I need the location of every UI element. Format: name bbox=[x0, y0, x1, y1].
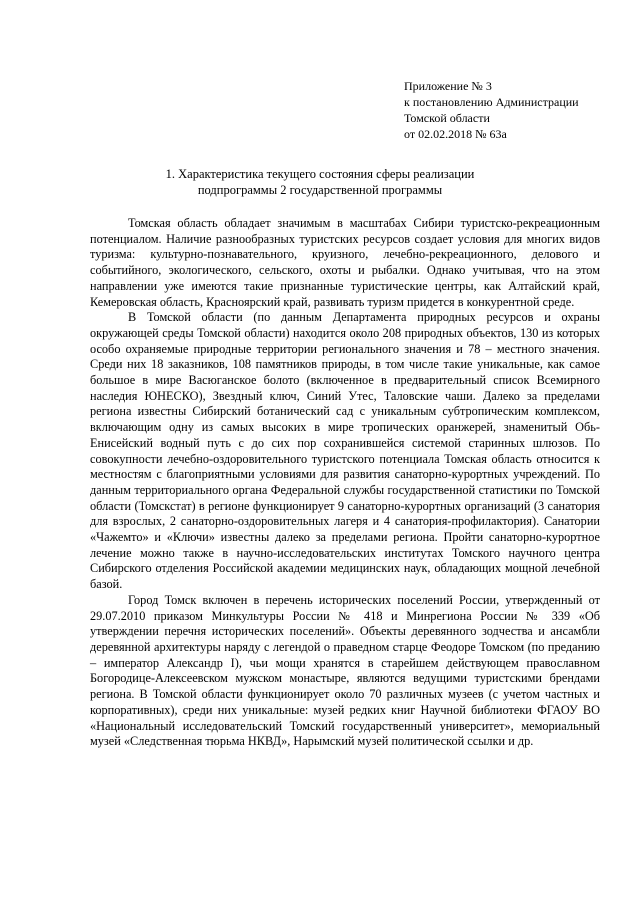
section-heading-line-2: подпрограммы 2 государственной программы bbox=[197, 183, 443, 197]
section-heading-line-1: 1. Характеристика текущего состояния сферы реализации bbox=[165, 167, 475, 181]
appendix-number: Приложение № 3 bbox=[404, 79, 492, 93]
appendix-resolution-ref: к постановлению Администрации bbox=[404, 95, 579, 109]
document-body bbox=[90, 216, 600, 750]
appendix-date: от 02.02.2018 № 63а bbox=[404, 127, 507, 141]
paragraph-tourism-potential: Томская область обладает значимым в масштабах Сибири туристско-рекреационным потенциалом. Наличие разнообразных туристских ресурсов создает условия для многих видов туризма: культурно-познавательного, круизного, лечебно-рекреационного, делового и событийного, экологического, сельского, охоты и рыбалки. Однако учитывая, что на этом направлении уже имеются такие признанные туристические центры, как Алтайский край, Кемеровская область, Красноярский край, развивать туризм придется в конкурентной среде. bbox=[90, 216, 600, 309]
section-heading bbox=[90, 166, 550, 198]
appendix-region: Томской области bbox=[404, 111, 490, 125]
appendix-block bbox=[404, 78, 579, 142]
paragraph-historic-tomsk: Город Томск включен в перечень исторических поселений России, утвержденный от 29.07.2010 приказом Минкультуры России № 418 и Минрегиона России № 339 «Об утверждении перечня исторических поселений». Объекты деревянного зодчества и ансамбли деревянной архитектуры наряду с легендой о праведном старце Феодоре Томском (по преданию – император Александр I), чьи мощи хранятся в старейшем действующем православном Богородице-Алексеевском мужском монастыре, являются ведущими туристскими брендами региона. В Томской области функционирует около 70 различных музеев (с учетом частных и корпоративных), среди них уникальные: музей редких книг Научной библиотеки ФГАОУ ВО «Национальный исследовательский Томский государственный университет», мемориальный музей «Следственная тюрьма НКВД», Нарымский музей политической ссылки и др. bbox=[90, 592, 600, 749]
paragraph-natural-objects: В Томской области (по данным Департамента природных ресурсов и охраны окружающей среды Томской области) находится около 208 природных объектов, 130 из которых особо охраняемые природные территории регионального значения и 78 – местного значения. Среди них 18 заказников, 108 памятников природы, в том числе такие уникальные, как самое большое в мире Васюганское болото (включенное в предварительный список Всемирного наследия ЮНЕСКО), Звездный ключ, Синий Утес, Таловские чаши. Далеко за пределами региона известны Сибирский ботанический сад с уникальным субтропическим комплексом, включающим одну из самых высоких в мире тропических оранжерей, знаменитый Обь-Енисейский водный путь с до сих пор сохранившейся системой старинных шлюзов. По совокупности лечебно-оздоровительного туристского потенциала Томская область относится к местностям с благоприятными условиями для развития санаторно-курортных учреждений. По данным территориального органа Федеральной службы государственной статистики по Томской области (Томскстат) в регионе функционирует 9 санаторно-курортных организаций (3 санатория для взрослых, 2 санаторно-оздоровительных лагеря и 4 санатория-профилактория). Санатории «Чажемто» и «Ключи» известны далеко за пределами региона. Пройти санаторно-курортное лечение можно также в научно-исследовательских институтах Томского научного центра Сибирского отделения Российской академии медицинских наук, обладающих мощной лечебной базой. bbox=[90, 310, 600, 592]
